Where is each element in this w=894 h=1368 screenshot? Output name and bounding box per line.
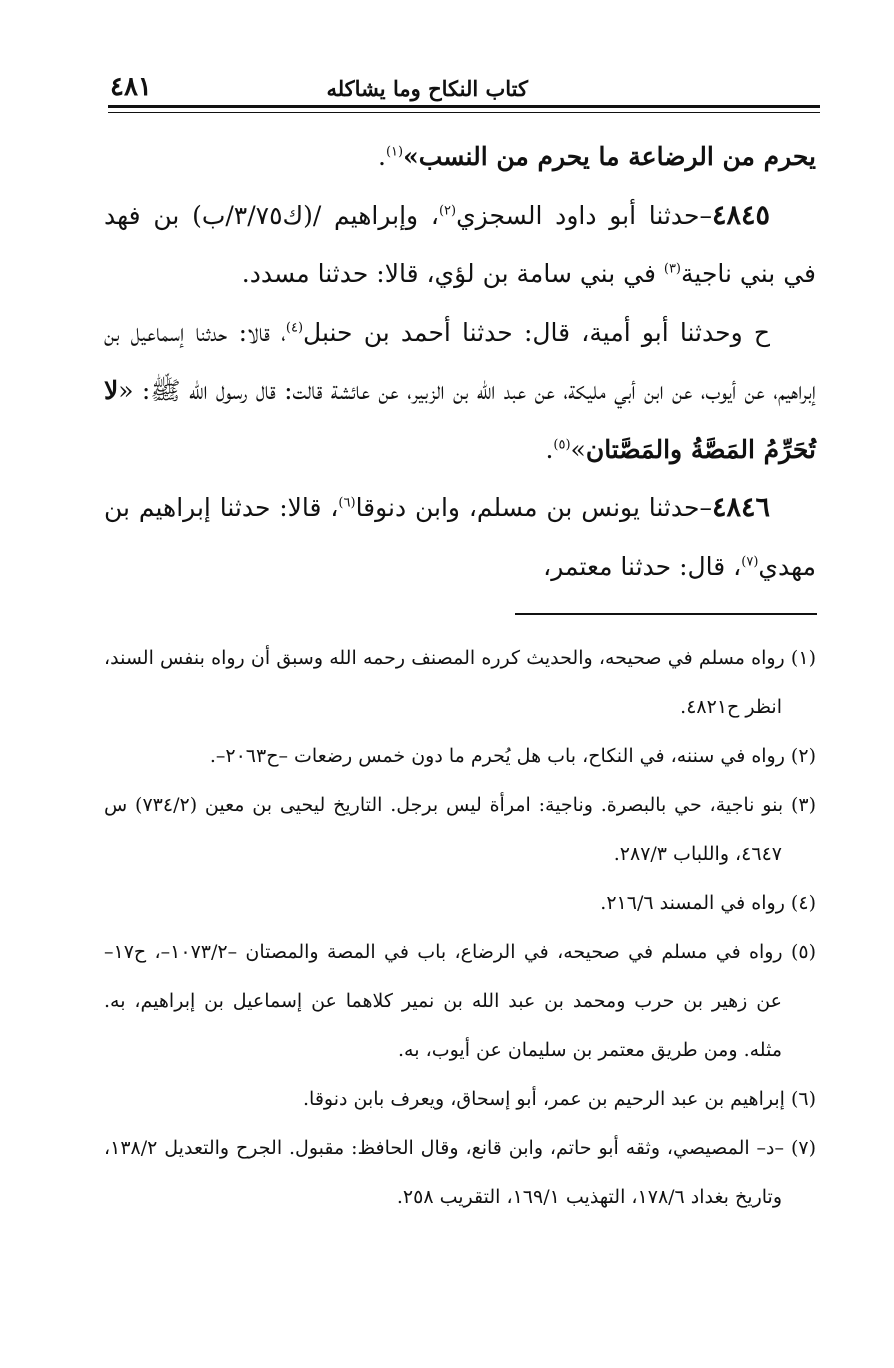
isnad-text: –حدثنا يونس بن مسلم، وابن دنوقا xyxy=(355,493,712,522)
footnote-4: (٤) رواه في المسند ٢١٦/٦. xyxy=(600,892,816,914)
hadith-number: ٤٨٤٥ xyxy=(711,199,770,231)
hadith-matn: لا تُحَرِّمُ المَصَّةُ والمَصَّتان xyxy=(104,376,816,464)
main-text xyxy=(104,128,816,596)
footnote-7: (٧) –د– المصيصي، وثقه أبو حاتم، وابن قانع، وقال الحافظ: مقبول. الجرح والتعديل ١٣٨/٢، وتاريخ بغداد ١٧٨/٦، التهذيب ١٦٩/١، التقريب ٢٥٨. xyxy=(104,1137,816,1208)
footnote-5: (٥) رواه في مسلم في صحيحه، في الرضاع، باب في المصة والمصتان –١٠٧٣/٢–، ح١٧– عن زهير بن حرب ومحمد بن عبد الله بن نمير كلاهما عن إسماعيل بن إبراهيم، به. مثله. ومن طريق معتمر بن سليمان عن أيوب، به. xyxy=(104,941,816,1061)
paragraph-end: . xyxy=(545,434,554,464)
page-number: ٤٨١ xyxy=(110,72,152,102)
isnad-text: ، وإبراهيم /(ك٣/٧٥/ب) بن فهد في بني ناجية xyxy=(104,200,816,288)
hadith-text-continued: يحرم من الرضاعة ما يحرم من النسب» xyxy=(403,142,816,171)
isnad-text: ، قالا: حدثنا إبراهيم بن مهدي xyxy=(104,493,816,581)
footnote-separator xyxy=(515,613,817,615)
footnote-ref: (٥) xyxy=(553,437,571,453)
quote-close: » xyxy=(570,434,586,464)
hadith-4846 xyxy=(104,479,816,596)
footnote-ref: (٣) xyxy=(663,261,681,277)
paragraph-end: . xyxy=(377,142,386,171)
isnad-text: ، قال: حدثنا معتمر، xyxy=(543,551,742,581)
isnad-text: –حدثنا أبو داود السجزي xyxy=(456,200,712,230)
hadith-4845 xyxy=(104,187,816,304)
isnad-text: ح وحدثنا أبو أمية، قال: حدثنا أحمد بن حنبل xyxy=(303,317,770,347)
hadith-4845-second-chain xyxy=(104,304,816,480)
header-rule-thin xyxy=(108,112,820,113)
footnote-2: (٢) رواه في سننه، في النكاح، باب هل يُحرم ما دون خمس رضعات –ح٢٠٦٣–. xyxy=(209,745,816,767)
hadith-number: ٤٨٤٦ xyxy=(711,492,770,523)
isnad-text: ، قالا: حدثنا إسماعيل بن إبراهيم، عن أيوب، عن ابن أبي مليكة، عن عبد الله بن الزبير، عن عائشة قالت: قال رسول الله ﷺ: « xyxy=(104,317,816,405)
page-header xyxy=(108,66,818,106)
footnote-ref: (٤) xyxy=(285,320,304,336)
isnad-text: في بني سامة بن لؤي، قالا: حدثنا مسدد. xyxy=(241,259,664,288)
footnote-ref: (٧) xyxy=(741,554,759,570)
footnotes xyxy=(104,634,816,1222)
running-title: كتاب النكاح وما يشاكله xyxy=(326,76,528,101)
footnote-ref: (٢) xyxy=(438,203,457,219)
header-rule-thick xyxy=(108,105,820,108)
footnote-ref: (٦) xyxy=(338,495,356,511)
footnote-3: (٣) بنو ناجية، حي بالبصرة. وناجية: امرأة ليس برجل. التاريخ ليحيى بن معين (٧٣٤/٢) س ٤٦٤٧، واللباب ٢٨٧/٣. xyxy=(104,794,816,865)
footnote-1: (١) رواه مسلم في صحيحه، والحديث كرره المصنف رحمه الله وسبق أن رواه بنفس السند، انظر ح٤٨٢١. xyxy=(104,647,816,718)
paragraph-continuation xyxy=(104,128,816,187)
footnote-6: (٦) إبراهيم بن عبد الرحيم بن عمر، أبو إسحاق، ويعرف بابن دنوقا. xyxy=(303,1088,816,1110)
footnote-ref: (١) xyxy=(385,144,404,160)
